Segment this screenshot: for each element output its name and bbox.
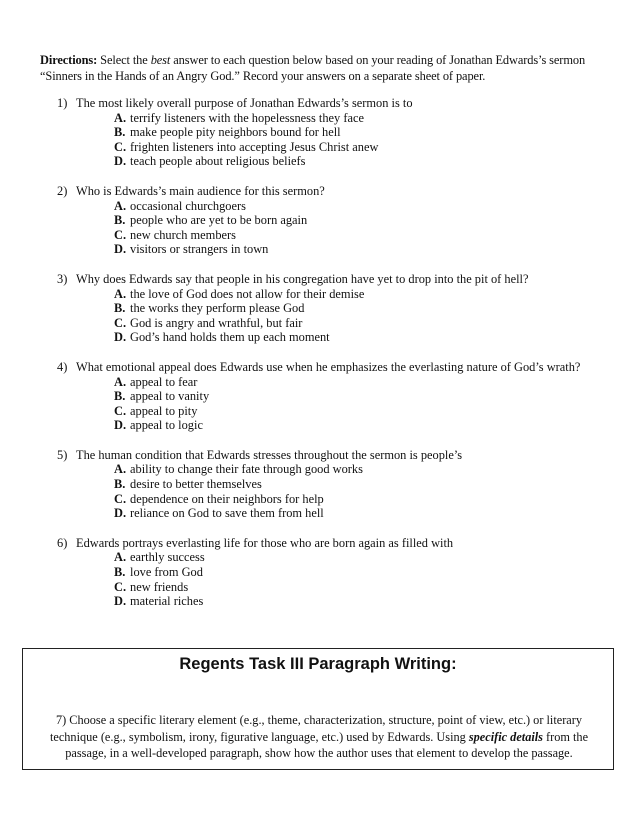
option-letter: B. bbox=[114, 213, 126, 228]
option-letter: D. bbox=[114, 418, 127, 433]
question-2 bbox=[0, 184, 638, 257]
option-text: occasional churchgoers bbox=[130, 198, 246, 213]
option-text: appeal to fear bbox=[130, 374, 198, 389]
option-letter: B. bbox=[114, 301, 126, 316]
option-text: earthly success bbox=[130, 550, 205, 565]
answer-option bbox=[0, 594, 638, 609]
option-letter: A. bbox=[114, 550, 127, 565]
option-letter: B. bbox=[114, 389, 126, 404]
task-text-2: from the passage, in a well-developed paragraph, show how the author uses that element to develop the passage. bbox=[65, 729, 589, 760]
answer-option bbox=[0, 550, 638, 565]
option-text: the love of God does not allow for their demise bbox=[130, 286, 365, 301]
answer-option bbox=[0, 477, 638, 492]
option-letter: C. bbox=[114, 491, 127, 506]
option-text: appeal to pity bbox=[130, 403, 198, 418]
task-emphasis: specific details bbox=[468, 729, 543, 744]
option-letter: A. bbox=[114, 374, 127, 389]
option-text: material riches bbox=[130, 594, 204, 609]
question-list bbox=[0, 96, 638, 624]
question-stem bbox=[0, 360, 596, 375]
question-number: 3) bbox=[57, 271, 68, 286]
task-title: Regents Task III Paragraph Writing: bbox=[179, 655, 457, 673]
answer-options bbox=[0, 111, 638, 169]
answer-option bbox=[0, 199, 638, 214]
answer-option bbox=[0, 418, 638, 433]
option-text: the works they perform please God bbox=[130, 301, 305, 316]
answer-option bbox=[0, 316, 638, 331]
answer-option bbox=[0, 580, 638, 595]
option-text: ability to change their fate through good works bbox=[130, 462, 363, 477]
option-letter: D. bbox=[114, 594, 127, 609]
option-letter: D. bbox=[114, 506, 127, 521]
option-text: make people pity neighbors bound for hell bbox=[130, 125, 341, 140]
option-letter: C. bbox=[114, 315, 127, 330]
answer-option bbox=[0, 287, 638, 302]
option-letter: D. bbox=[114, 330, 127, 345]
question-text: Why does Edwards say that people in his congregation have yet to drop into the pit of hell? bbox=[76, 271, 529, 286]
option-letter: D. bbox=[114, 242, 127, 257]
answer-option bbox=[0, 154, 638, 169]
answer-option bbox=[0, 301, 638, 316]
option-text: God is angry and wrathful, but fair bbox=[130, 315, 303, 330]
question-1 bbox=[0, 96, 638, 169]
option-letter: B. bbox=[114, 565, 126, 580]
question-6 bbox=[0, 536, 638, 609]
directions bbox=[40, 52, 600, 84]
question-5 bbox=[0, 448, 638, 521]
task-box bbox=[22, 648, 614, 770]
option-text: terrify listeners with the hopelessness they face bbox=[130, 110, 364, 125]
option-text: new church members bbox=[130, 227, 236, 242]
option-letter: C. bbox=[114, 403, 127, 418]
option-letter: A. bbox=[114, 462, 127, 477]
option-text: people who are yet to be born again bbox=[130, 213, 308, 228]
question-3 bbox=[0, 272, 638, 345]
answer-option bbox=[0, 492, 638, 507]
question-stem bbox=[0, 272, 596, 287]
question-text: What emotional appeal does Edwards use when he emphasizes the everlasting nature of God’s wrath? bbox=[76, 359, 581, 374]
answer-option bbox=[0, 404, 638, 419]
answer-options bbox=[0, 462, 638, 520]
answer-option bbox=[0, 242, 638, 257]
answer-option bbox=[0, 213, 638, 228]
answer-options bbox=[0, 550, 638, 608]
answer-option bbox=[0, 330, 638, 345]
option-letter: C. bbox=[114, 139, 127, 154]
answer-options bbox=[0, 287, 638, 345]
option-text: love from God bbox=[130, 565, 203, 580]
option-text: frighten listeners into accepting Jesus Christ anew bbox=[130, 139, 379, 154]
answer-option bbox=[0, 565, 638, 580]
option-text: dependence on their neighbors for help bbox=[130, 491, 324, 506]
option-text: God’s hand holds them up each moment bbox=[130, 330, 330, 345]
option-letter: C. bbox=[114, 579, 127, 594]
option-text: desire to better themselves bbox=[130, 477, 262, 492]
answer-option bbox=[0, 125, 638, 140]
answer-option bbox=[0, 111, 638, 126]
option-letter: A. bbox=[114, 286, 127, 301]
task-prompt bbox=[31, 712, 607, 762]
question-stem bbox=[0, 448, 596, 463]
answer-option bbox=[0, 462, 638, 477]
question-number: 6) bbox=[57, 535, 68, 550]
answer-options bbox=[0, 199, 638, 257]
question-number: 4) bbox=[57, 359, 68, 374]
answer-option bbox=[0, 228, 638, 243]
answer-option bbox=[0, 506, 638, 521]
option-text: visitors or strangers in town bbox=[130, 242, 269, 257]
directions-text-2: answer to each question below based on your reading of Jonathan Edwards’s sermon “Sinners in the Hands of an Angry God.” Record your answers on a separate sheet of paper. bbox=[40, 53, 586, 83]
question-text: Edwards portrays everlasting life for those who are born again as filled with bbox=[76, 535, 454, 550]
question-4 bbox=[0, 360, 638, 433]
option-text: new friends bbox=[130, 579, 189, 594]
question-text: Who is Edwards’s main audience for this sermon? bbox=[76, 183, 325, 198]
option-letter: A. bbox=[114, 198, 127, 213]
option-letter: B. bbox=[114, 477, 126, 492]
answer-options bbox=[0, 375, 638, 433]
question-stem bbox=[0, 184, 596, 199]
option-letter: D. bbox=[114, 154, 127, 169]
task-text-1: 7) Choose a specific literary element (e.g., theme, characterization, structure, point of view, etc.) or literary technique (e.g., symbolism, irony, figurative language, etc.) used by Edwards. Using bbox=[49, 713, 583, 744]
option-letter: A. bbox=[114, 110, 127, 125]
option-text: reliance on God to save them from hell bbox=[130, 506, 324, 521]
answer-option bbox=[0, 375, 638, 390]
question-number: 1) bbox=[57, 96, 68, 110]
question-text: The human condition that Edwards stresses throughout the sermon is people’s bbox=[76, 447, 463, 462]
question-number: 2) bbox=[57, 183, 68, 198]
option-letter: B. bbox=[114, 125, 126, 140]
option-letter: C. bbox=[114, 227, 127, 242]
directions-emphasis: best bbox=[150, 53, 171, 67]
directions-label: Directions: bbox=[40, 53, 98, 67]
option-text: appeal to logic bbox=[130, 418, 203, 433]
question-stem bbox=[0, 96, 596, 111]
option-text: appeal to vanity bbox=[130, 389, 210, 404]
option-text: teach people about religious beliefs bbox=[130, 154, 306, 169]
answer-option bbox=[0, 389, 638, 404]
directions-text-1: Select the bbox=[100, 53, 151, 67]
question-stem bbox=[0, 536, 596, 551]
question-number: 5) bbox=[57, 447, 68, 462]
question-text: The most likely overall purpose of Jonathan Edwards’s sermon is to bbox=[76, 96, 413, 110]
answer-option bbox=[0, 140, 638, 155]
